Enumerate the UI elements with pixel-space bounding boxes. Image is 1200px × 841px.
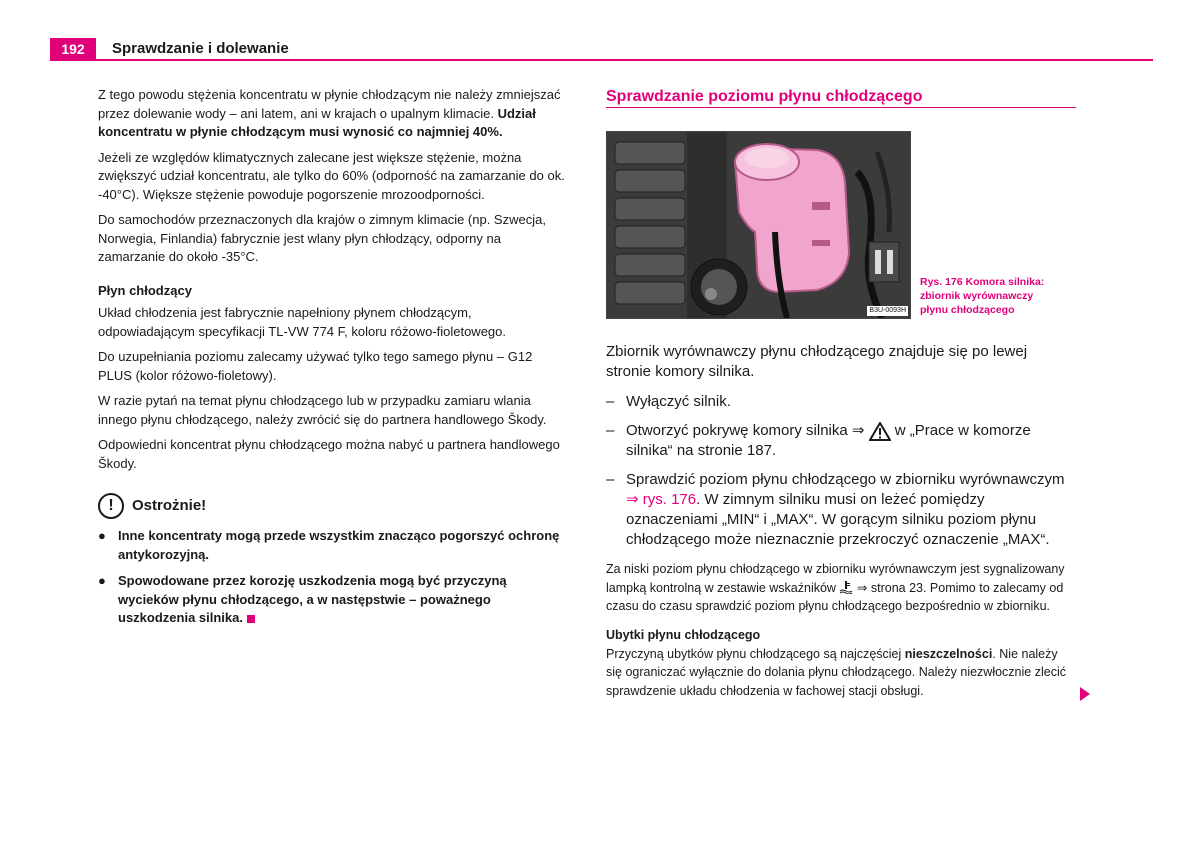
paragraph-bold: Udział koncentratu w płynie chłodzącym musi wynosić co najmniej 40%. [98,105,536,139]
bullet-icon: ● [98,528,106,543]
steps-list [606,392,1076,550]
step-item [606,421,1076,461]
step-text: . W zimnym silniku musi on leżeć pomiędzy oznaczeniami „MIN“ i „MAX“. W gorącym silniku poziom płynu chłodzącego może nieznacznie przekroczyć oznaczenie „MAX“. [626,491,1050,548]
caution-item-text: Inne koncentraty mogą przede wszystkim znacząco pogorszyć ochronę antykorozyjną. [118,528,560,562]
figure-reference-link[interactable]: ⇒ rys. 176 [626,491,697,508]
caption-line: zbiornik wyrównawczy [920,290,1034,302]
coolant-warning-icon [839,580,853,594]
paragraph-bold: nieszczelności [904,646,993,661]
next-page-arrow-icon[interactable] [1080,687,1090,701]
dash-marker: – [606,422,615,439]
step-text: Sprawdzić poziom płynu chłodzącego w zbiorniku wyrównawczym [626,471,1065,488]
figure-code: B3U-0093H [869,307,906,314]
step-text: Wyłączyć silnik. [626,393,731,410]
subheading-coolant-loss: Ubytki płynu chłodzącego [606,627,761,642]
intro-paragraph: Zbiornik wyrównawczy płynu chłodzącego znajduje się po lewej stronie komory silnika. [606,343,1028,380]
dash-marker: – [606,471,615,488]
left-column [98,86,568,636]
engine-coolant-reservoir-illustration [607,132,910,318]
engine-compartment-figure [606,131,911,319]
paragraph-topping-up: Do uzupełniania poziomu zalecamy używać tylko tego samego płynu – G12 PLUS (kolor różowo-fioletowy). [98,349,533,383]
step-item [606,470,1076,550]
end-of-section-icon [247,615,255,623]
paragraph-text: Przyczyną ubytków płynu chłodzącego są najczęściej [606,646,905,661]
caution-list [98,527,568,628]
note-text: ⇒ strona 23. Pomimo to zalecamy od czasu do czasu sprawdzić poziom płynu chłodzącego bezpośrednio w zbiorniku. [606,580,1064,613]
section-rule [606,107,1076,108]
step-text: w „Prace w komorze silnika“ na stronie 187. [626,422,1031,459]
step-item [606,392,1076,412]
paragraph-buy: Odpowiedni koncentrat płynu chłodzącego można nabyć u partnera handlowego Škody. [98,437,560,471]
figure-caption [920,275,1070,317]
paragraph-text: . Nie należy się ograniczać wyłącznie do dolania płynu chłodzącego. Należy niezwłocznie zlecić sprawdzenie układu chłodzenia w fachowej stacji obsługi. [606,646,1066,698]
note-text: Za niski poziom płynu chłodzącego w zbiorniku wyrównawczym jest sygnalizowany lampką kontrolną w zestawie wskaźników [606,562,1065,595]
exclamation-icon: ! [98,493,124,519]
caution-header [98,493,568,519]
section-title: Sprawdzanie poziomu płynu chłodzącego [606,88,923,105]
dash-marker: – [606,393,615,410]
paragraph-factory-fill: Układ chłodzenia jest fabrycznie napełniony płynem chłodzącym, odpowiadającym specyfikacji TL-VW 774 F, koloru różowo-fioletowego. [98,305,507,339]
list-item [98,527,568,564]
step-text: Otworzyć pokrywę komory silnika ⇒ [626,422,869,439]
caution-item-text: Spowodowane przez korozję uszkodzenia mogą być przyczyną wycieków płynu chłodzącego, a w następstwie – poważnego uszkodzenia silnika. [118,573,507,625]
list-item [98,572,568,628]
page-number: 192 [50,38,96,60]
caption-line: Rys. 176 Komora silnika: [920,276,1045,288]
paragraph-coolant-loss [606,645,1076,701]
paragraph-climate: Jeżeli ze względów klimatycznych zalecane jest większe stężenie, można zwiększyć udział koncentratu, ale tylko do 60% (odporność na zamarzanie do ok. -40°C). Większe stężenie powoduje pogorszenie mrozoodporności. [98,149,565,202]
bullet-icon: ● [98,573,106,588]
paragraph-text: Z tego powodu stężenia koncentratu w płynie chłodzącym nie należy zmniejszać przez dolewanie wody – ani latem, ani w krajach o upalnym klimacie. [98,87,561,121]
paragraph-cold-countries: Do samochodów przeznaczonych dla krajów o zimnym klimacie (np. Szwecja, Norwegia, Finlandia) fabrycznie jest wlany płyn chłodzący, odporny na zamarzanie do około -35°C. [98,212,546,264]
caution-title: Ostrożnie! [132,496,207,514]
note-paragraph [606,560,1076,616]
header-rule [50,59,1153,61]
paragraph-concentration [98,86,568,142]
header-title: Sprawdzanie i dolewanie [112,40,289,57]
warning-triangle-icon[interactable] [869,422,891,441]
caption-line: płynu chłodzącego [920,304,1015,316]
right-column [606,342,1076,700]
caution-box [98,493,568,628]
paragraph-questions: W razie pytań na temat płynu chłodzącego lub w przypadku zamiaru wlania innego płynu chłodzącego, należy zwrócić się do partnera handlowego Škody. [98,393,547,427]
subheading-coolant: Płyn chłodzący [98,282,192,298]
